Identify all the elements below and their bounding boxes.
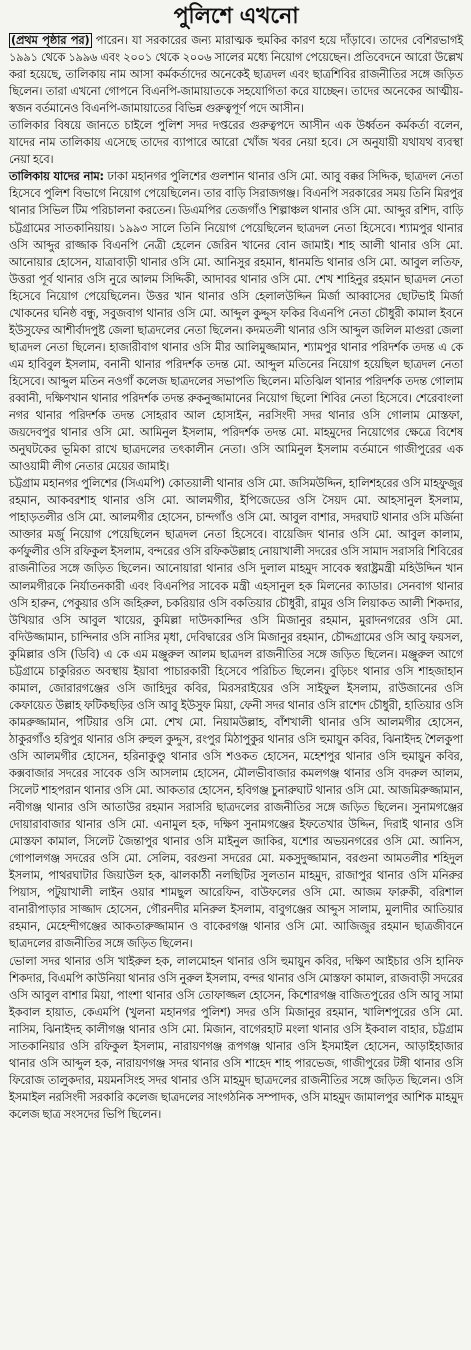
paragraph-text: তালিকার বিষয়ে জানতে চাইলে পুলিশ সদর দপ্তরের গুরুত্বপদে আসীন এক উর্ধ্বতন কর্মকর্তা বলেন, যাদের নাম তালিকায় এসেছে তাদের ব্যাপারে আরো খোঁজ খবর নেয়া হবে। সে অনুযায়ী যথাযথ ব্যবস্থা নেয়া হবে। [9, 119, 463, 167]
section-lead-in: তালিকায় যাদের নাম: [9, 170, 104, 184]
article-paragraph [9, 32, 463, 117]
paragraph-text: ঢাকা মহানগর পুলিশের গুলশান থানার ওসি মো. আবু বক্কর সিদ্দিক, ছাত্রদল নেতা হিসেবে পুলিশ বিভাগে নিয়োগ পেয়েছিলেন। তার বাড়ি সিরাজগঞ্জ। বিএনপি সরকারের সময় তিনি মিরপুর থানার সিভিল টিম পরিচালনা করতেন। ডিএমপির তেজগাঁও শিল্পাঞ্চল থানার ওসি মো. আব্দুর রশিদ, বাড়ি চট্টগ্রামের সাতকানিয়ায়। ১৯৯৩ সালে তিনি নিয়োগ পেয়েছিলেন ছাত্রদল নেতা হিসেবে। শ্যামপুর থানার ওসি আব্দুর রাজ্জাক বিএনপি নেত্রী হেলেন জেরিন খানের বোন জামাই। শাহ আলী থানার ওসি মো. আনোয়ার হোসেন, যাত্রাবাড়ী থানার ওসি মো. আনিসুর রহমান, ধানমন্ডি থানার ওসি মো. আবুল লতিফ, উত্তরা পূর্ব থানার ওসি নুরে আলম সিদ্দিকী, আদাবর থানার ওসি মো. শেখ শাহিনুর রহমান ছাত্রদল নেতা হিসেবে নিয়োগ পেয়েছিলেন। উত্তর খান থানার ওসি হেলালউদ্দিন মির্জা আব্বাসের ছোটভাই মির্জা খোকনের ঘনিষ্ঠ বন্ধু, সবুজবাগ থানার ওসি মো. আব্দুল কুদ্দুস ফকির বিএনপি নেতা চৌধুরী কামাল ইবনে ইউসুফের আশীর্বাদপুষ্ট জেলা ছাত্রদলের নেতা ছিলেন। কদমতলী থানার ওসি আব্দুল জলিল মাগুরা জেলা ছাত্রদল নেতা ছিলেন। হাজারীবাগ থানার ওসি মীর আলিমুজ্জামান, শ্যামপুর থানার পরিদর্শক তদন্ত এ কে এম হাবিবুল ইসলাম, বনানী থানার পরিদর্শক তদন্ত মো. আব্দুল মতিনের নিয়োগ হয়েছিল ছাত্রদল নেতা হিসেবে। আব্দুল মতিন নওগাঁ কলেজ ছাত্রদলের সভাপতি ছিলেন। মতিঝিল থানার পরিদর্শক তদন্ত গোলাম রব্বানী, দক্ষিণখান থানার পরিদর্শক তদন্ত রুকনুজ্জামানের নিয়োগ ছিলো শিবির নেতা হিসেবে। শেরেবাংলা নগর থানার পরিদর্শক তদন্ত সোহরাব আল হোসাইন, নরসিংদী সদর থানার ওসি গোলাম মোস্তফা, জয়দেবপুর থানার ওসি মো. আমিনুল ইসলাম, পরিদর্শক তদন্ত মো. মাহমুদের নিয়োগের ক্ষেত্রে বিশেষ অনুঘটকের ভূমিকা রাখে ছাত্রদলের তৎকালীন নেতা। ওসি আমিনুল ইসলাম বর্তমানে গাজীপুরের এক আওয়ামী লীগ নেতার মেয়ের জামাই। [9, 170, 463, 474]
paragraph-text: চট্টগ্রাম মহানগর পুলিশের (সিএমপি) কোতয়ালী থানার ওসি মো. জসিমউদ্দিন, হালিশহরের ওসি মাহফুজুর রহমান, আকবরশাহ থানার ওসি মো. আলমগীর, ইপিজেডের ওসি সৈয়দ মো. আহসানুল ইসলাম, পাহাড়তলীর ওসি মো. আলমগীর হোসেন, চান্দগাঁও ওসি মো. আবুল বাশার, সদরঘাট থানার ওসি মর্জিনা আক্তার মর্জু নিয়োগ পেয়েছিলেন ছাত্রদল নেতা হিসেবে। বায়েজিদ থানার ওসি মো. আবুল কালাম, কর্ণফুলীর ওসি রফিকুল ইসলাম, বন্দরের ওসি রফিকউল্লাহ নোয়াখালী সদরের ওসি সামাদ সরাসরি শিবিরের রাজনীতির সঙ্গে জড়িত ছিলেন। আনোয়ারা থানার ওসি দুলাল মাহমুদ সাবেক স্বরাষ্ট্রমন্ত্রী মহিউদ্দিন খান আলমগীরকে নির্যাতনকারী এবং বিএনপির সাবেক মন্ত্রী এহসানুল হক মিলনের ক্যাডার। সেনবাগ থানার ওসি হারুন, পেকুয়ার ওসি জহিরুল, চকরিয়ার ওসি বকতিয়ার চৌধুরী, রামুর ওসি লিয়াকত আলী শিকদার, উখিয়ার ওসি আবুল খায়ের, কুমিল্লা দাউদকান্দির ওসি মিজানুর রহমান, মুরাদনগরের ওসি মো. বদিউজ্জামান, চান্দিনার ওসি নাসির মৃধা, দেবিদ্বারের ওসি মিজানুর রহমান, চৌদ্দগ্রামের ওসি আবু ফয়সল, কুমিল্লার ওসি (ডিবি) এ কে এম মঞ্জুরুল আলম ছাত্রদল রাজনীতির সঙ্গে জড়িত ছিলেন। মঞ্জুরুল আগে চট্টগ্রামে চাকুরিরত অবস্থায় ইয়াবা পাচারকারী হিসেবে পরিচিত ছিলেন। বুড়িচং থানার ওসি শাহজাহান কামাল, জোরারগঞ্জের ওসি জাহিদুর কবির, মিরসরাইয়ের ওসি সাইফুল ইসলাম, রাউজানের ওসি কেফায়েত উল্লাহ ফটিকছড়ির ওসি আবু ইউসুফ মিয়া, ফেনী সদর থানার ওসি রাশেদ চৌধুরী, হাতিয়ার ওসি কামরুজ্জামান, পটিয়ার ওসি মো. শেখ মো. নিয়ামউল্লাহ, বাঁশখালী থানার ওসি আলমগীর হোসেন, ঠাকুরগাঁও হরিপুর থানার ওসি রুহুল কুদ্দুস, রংপুর মিঠাপুকুর থানার ওসি হুমায়ুন কবির, ঝিনাইদহ শৈলকুপা ওসি আলমগীর হোসেন, হরিনাকুণ্ডু থানার ওসি শওকত হোসেন, মহেশপুর থানার ওসি হুমায়ুন কবির, কক্সবাজার সদরের সাবেক ওসি আসলাম হোসেন, মৌলভীবাজার কমলগঞ্জ থানার ওসি বদরুল আলম, সিলেট শাহপরান থানার ওসি মো. আকতার হোসেন, হবিগঞ্জ চুনারুঘাট থানার ওসি মো. আজমিরুজ্জামান, নবীগঞ্জ থানার ওসি আতাউর রহমান সরাসরি ছাত্রদলের রাজনীতির সঙ্গে জড়িত ছিলেন। সুনামগঞ্জের দোয়ারাবাজার থানার ওসি মো. এনামুল হক, দক্ষিণ সুনামগঞ্জের ইফতেখার উদ্দিন, দিরাই থানার ওসি মোস্তফা কামাল, সিলেট জৈন্তাপুর থানার ওসি মাইনুল জাকির, যশোর অভয়নগরের ওসি মো. আনিস, গোপালগঞ্জ সদরের ওসি মো. সেলিম, বরগুনা সদরের মো. মকসুদুজ্জামান, বরগুনা আমতলীর শহিদুল ইসলাম, পাথরঘাটার জিয়াউল হক, ঝালকাঠী নলছিটির সুলতান মাহমুদ, রাজাপুর থানার ওসি মনিরুর পিয়াস, পটুয়াখালী লাইন ওয়ার শামছুল আরেফিন, বাউফলের ওসি মো. আজম ফারুকী, বরিশাল বানারীপাড়ার সাজ্জাদ হোসেন, গৌরনদীর মনিরুল ইসলাম, বাবুগঞ্জের আব্দুস সালাম, মুলাদীর আতিয়ার রহমান, মেহেন্দীগঞ্জের আকতারুজ্জামান ও বাকেরগঞ্জ থানার ওসি মো. আজিজুর রহমান ছাত্রজীবনে ছাত্রদলের রাজনীতির সঙ্গে জড়িত ছিলেন। [9, 477, 463, 951]
article-paragraph [9, 168, 463, 475]
continuation-kicker: (প্রথম পৃষ্ঠার পর) [11, 34, 90, 47]
article-paragraph [9, 117, 463, 168]
paragraph-text: পারেন। যা সরকারের জন্য মারাত্মক হুমকির কারণ হয়ে দাঁড়াবে। তাদের বেশিরভাগই ১৯৯১ থেকে ১৯৯৬ এবং ২০০১ থেকে ২০০৬ সালের মধ্যে নিয়োগ পেয়েছেন। প্রতিবেদনে আরো উল্লেখ করা হয়েছে, তালিকায় নাম আসা কর্মকর্তাদের অনেকেই ছাত্রদল এবং ছাত্রশিবির রাজনীতির সঙ্গে জড়িত ছিলেন। তারা এখনো গোপনে বিএনপি-জামায়াতকে সহযোগিতা করে যাচ্ছেন। তাদের অনেকের আত্মীয়-স্বজন বর্তমানেও বিএনপি-জামায়াতের বিভিন্ন গুরুত্বপূর্ণ পদে আসীন। [9, 34, 463, 116]
article-paragraph [9, 475, 463, 952]
article-paragraph [9, 953, 463, 1123]
headline: পুলিশে এখনো [173, 3, 299, 29]
paragraph-text: ভোলা সদর থানার ওসি খাইরুল হক, লালমোহন থানার ওসি হুমায়ুন কবির, দক্ষিণ আইচার ওসি হানিফ শিকদার, বিএমপি কাউনিয়া থানার ওসি নুরুল ইসলাম, বন্দর থানার ওসি মোস্তফা কামাল, রাজবাড়ী সদরের ওসি আবুল বাশার মিয়া, পাংশা থানার ওসি তোফাজ্জল হোসেন, কিশোরগঞ্জ বাজিতপুরের ওসি আবু সামা ইকবাল হায়াত, কেএমপি (খুলনা মহানগর পুলিশ) সদর ওসি মিজানুর রহমান, খালিশপুরের ওসি মো. নাসিম, ঝিনাইদহ কালীগঞ্জ থানার ওসি মো. মিজান, বাগেরহাট মংলা থানার ওসি ইকবাল বাহার, চট্টগ্রাম সাতকানিয়ার ওসি রফিকুল ইসলাম, নারায়ণগঞ্জ রূপগঞ্জ থানার ওসি ইসমাইল হোসেন, আড়াইহাজার থানার ওসি আব্দুল হক, নারায়ণগঞ্জ সদর থানার ওসি শাহেদ শাহ পারভেজ, গাজীপুরের টঙ্গী থানার ওসি ফিরোজ তালুকদার, ময়মনসিংহ সদর থানার ওসি মাহমুদ ছাত্রদলের রাজনীতির সঙ্গে জড়িত ছিলেন। ওসি ইসমাইল নরসিংদী সরকারি কলেজ ছাত্রদলের সাংগঠনিক সম্পাদক, ওসি মাহমুদ জামালপুর আশিক মাহমুদ কলেজ ছাত্র সংসদের ভিপি ছিলেন। [9, 954, 463, 1121]
